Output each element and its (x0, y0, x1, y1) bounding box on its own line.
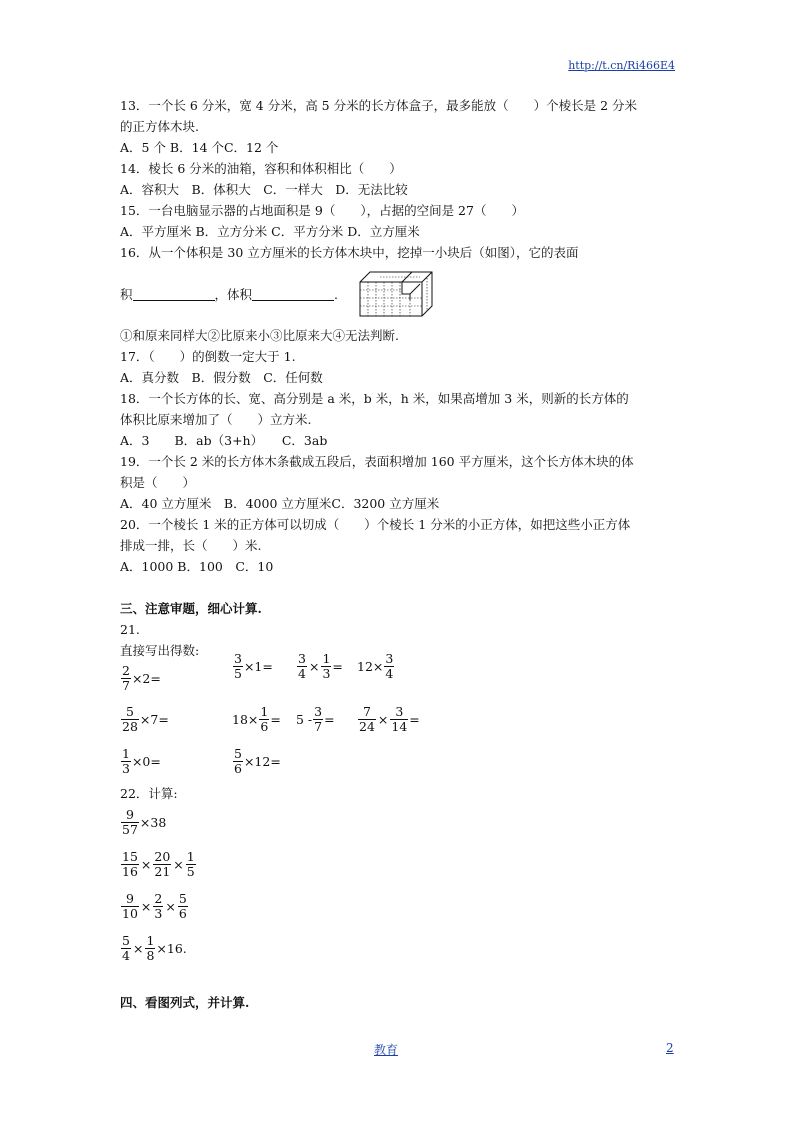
fraction: $\frac{9}{10}$ (122, 891, 138, 921)
q16-options: ①和原来同样大②比原来小③比原来大④无法判断. (120, 328, 399, 343)
section3-title: 三、注意审题，细心计算. (120, 601, 262, 616)
q14-text: 14．棱长 6 分米的油箱，容积和体积相比（ ） (120, 161, 402, 176)
section4-title: 四、看图列式，并计算. (120, 995, 250, 1010)
calc-3: $\frac{9}{10}$ × $\frac{2}{3}$ × $\frac{5}{6}$ (122, 891, 187, 921)
q22-label: 22．计算: (120, 786, 178, 801)
fraction: $\frac{3}{4}$ (298, 651, 306, 681)
q21-number: 21. (120, 622, 140, 637)
expr-r2c1: $\frac{5}{28}$ ×7= (122, 704, 169, 734)
q16-surface-blank (133, 286, 215, 301)
fraction: $\frac{7}{24}$ (359, 704, 375, 734)
fraction: $\frac{1}{8}$ (146, 933, 155, 963)
expr-r2c2: 18× $\frac{1}{6}$ = (232, 704, 281, 734)
q15-options: A．平方厘米 B．立方分米 C．平方分米 D．立方厘米 (120, 224, 420, 239)
q16-period: . (334, 287, 339, 302)
q16-line2 (120, 286, 338, 304)
calc-1: $\frac{9}{57}$ ×38 (122, 807, 167, 837)
q20-options: A．1000 B．100 C．10 (120, 559, 274, 574)
q17-options: A．真分数 B．假分数 C．任何数 (120, 370, 323, 385)
q18-line1: 18．一个长方体的长、宽、高分别是 a 米，b 米，h 米，如果高增加 3 米，则新的长方体的 (120, 391, 629, 406)
expr-r1c2: $\frac{3}{5}$ ×1= (234, 651, 273, 681)
q13-line1: 13．一个长 6 分米，宽 4 分米，高 5 分米的长方体盒子，最多能放（ ）个棱长是 2 分米 (120, 98, 638, 113)
q18-options: A．3 B．ab（3+h） C．3ab (120, 433, 328, 448)
cuboid-figure (358, 270, 434, 318)
q17-text: 17．（ ）的倒数一定大于 1. (120, 349, 296, 364)
expr-r2c4: $\frac{7}{24}$ × $\frac{3}{14}$ = (359, 704, 420, 734)
q20-line1: 20．一个棱长 1 米的正方体可以切成（ ）个棱长 1 分米的小正方体，如把这些小正方体 (120, 517, 631, 532)
header-link[interactable]: http://t.cn/Ri466E4 (568, 59, 675, 72)
q15-text: 15．一台电脑显示器的占地面积是 9（ ），占据的空间是 27（ ） (120, 203, 524, 218)
q13-line2: 的正方体木块. (120, 119, 199, 134)
q19-line2: 积是（ ） (120, 475, 196, 490)
expr-r3c2: $\frac{5}{6}$ ×12= (234, 746, 281, 776)
fraction: $\frac{3}{14}$ (391, 704, 408, 734)
q13-options: A．5 个 B．14 个C．12 个 (120, 140, 279, 155)
expr-r2c3: 5 - $\frac{3}{7}$ = (296, 704, 335, 734)
fraction: $\frac{5}{6}$ (234, 746, 242, 776)
footer-link[interactable]: 教育 (374, 1043, 399, 1057)
q16-line1: 16．从一个体积是 30 立方厘米的长方体木块中，挖掉一小块后（如图），它的表面 (120, 245, 579, 260)
fraction: $\frac{5}{4}$ (122, 933, 130, 963)
q16-volume-blank (252, 286, 334, 301)
q19-line1: 19．一个长 2 米的长方体木条截成五段后，表面积增加 160 平方厘米，这个长方体木块的体 (120, 454, 634, 469)
calc-4: $\frac{5}{4}$ × $\frac{1}{8}$ ×16. (122, 933, 187, 963)
expr-r3c1: $\frac{1}{3}$ ×0= (122, 746, 161, 776)
expr-r1c4: 12× $\frac{3}{4}$ (357, 651, 394, 681)
q14-options: A．容积大 B．体积大 C．一样大 D．无法比较 (120, 182, 408, 197)
fraction: $\frac{15}{16}$ (122, 849, 138, 879)
expr-r1c1: $\frac{2}{7}$ ×2= (122, 663, 161, 693)
fraction: $\frac{3}{4}$ (385, 651, 394, 681)
page-number: 2 (666, 1041, 674, 1055)
fraction: $\frac{3}{7}$ (314, 704, 323, 734)
expr-r1c3: $\frac{3}{4}$ × $\frac{1}{3}$ = (298, 651, 343, 681)
fraction: $\frac{2}{7}$ (122, 663, 130, 693)
fraction: $\frac{20}{21}$ (154, 849, 171, 879)
calc-2: $\frac{15}{16}$ × $\frac{20}{21}$ × $\frac{1}{5}$ (122, 849, 195, 879)
fraction: $\frac{5}{28}$ (122, 704, 138, 734)
fraction: $\frac{1}{5}$ (186, 849, 195, 879)
q18-line2: 体积比原来增加了（ ）立方米. (120, 412, 312, 427)
fraction: $\frac{2}{3}$ (154, 891, 163, 921)
q16-surface-label: 积 (120, 287, 133, 302)
fraction: $\frac{1}{3}$ (322, 651, 331, 681)
q21-prompt: 直接写出得数: (120, 643, 200, 658)
q16-volume-label: ，体积 (214, 287, 253, 302)
q20-line2: 排成一排，长（ ）米. (120, 538, 262, 553)
fraction: $\frac{1}{6}$ (260, 704, 269, 734)
fraction: $\frac{5}{6}$ (178, 891, 187, 921)
fraction: $\frac{9}{57}$ (122, 807, 138, 837)
fraction: $\frac{3}{5}$ (234, 651, 242, 681)
fraction: $\frac{1}{3}$ (122, 746, 130, 776)
q19-options: A．40 立方厘米 B．4000 立方厘米C．3200 立方厘米 (120, 496, 440, 511)
